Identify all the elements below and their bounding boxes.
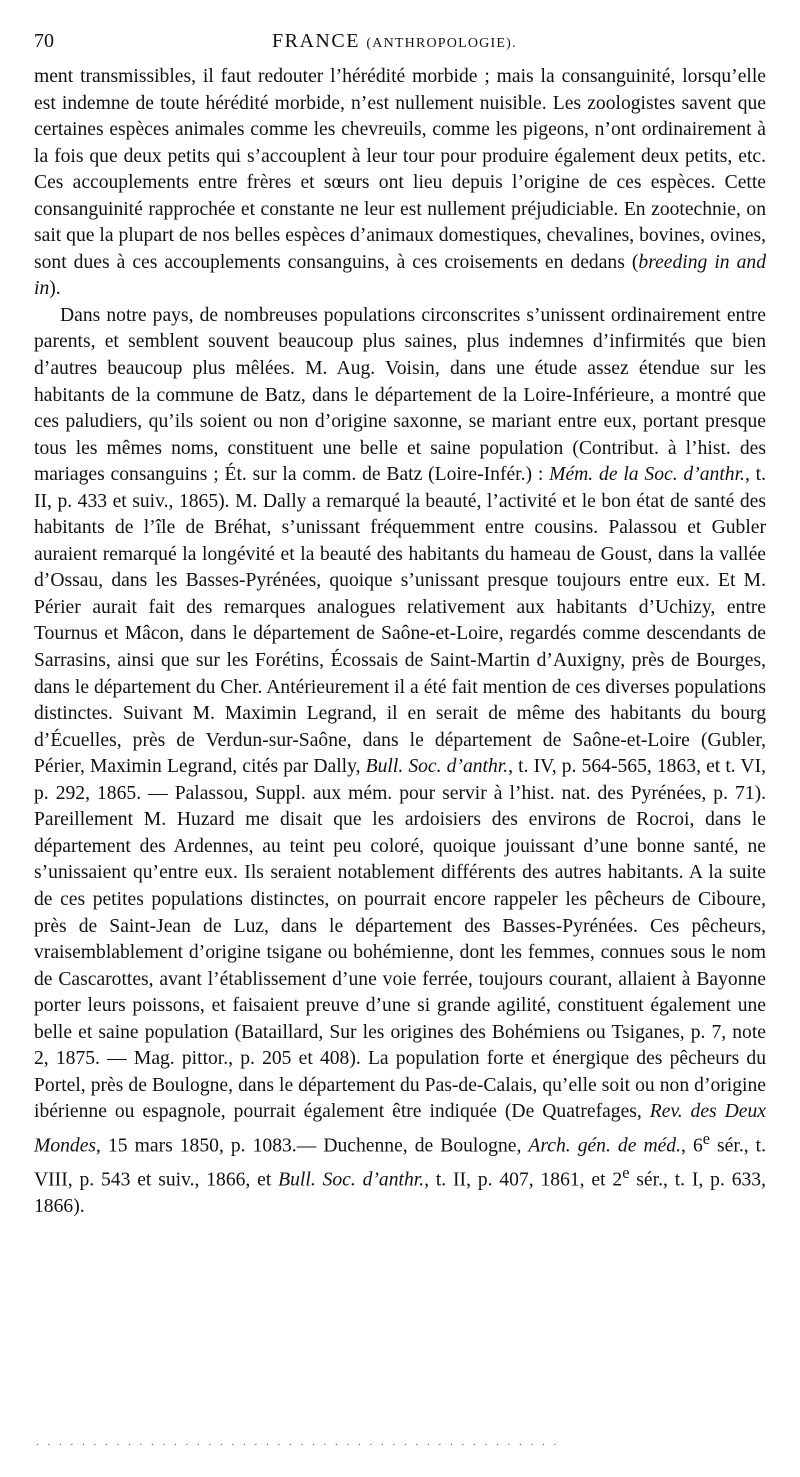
running-title bbox=[272, 30, 517, 53]
paragraph-2-italic-1: Mém. de la Soc. d’anthr. bbox=[549, 464, 745, 486]
paragraph-2-italic-5: Bull. Soc. d’anthr. bbox=[278, 1169, 425, 1191]
paragraph-2-superscript-2: e bbox=[622, 1162, 630, 1182]
running-title-main: FRANCE bbox=[272, 30, 360, 52]
paragraph-2-text-4: , 15 mars 1850, p. 1083.— Duchenne, de Boulogne, bbox=[96, 1135, 529, 1157]
running-title-sub: (ANTHROPOLOGIE). bbox=[366, 36, 517, 51]
paragraph-2-text-1: Dans notre pays, de nombreuses populations circonscrites s’unissent ordinairement entre parents, et semblent souvent beaucoup plus saines, plus indemnes d’infirmités que bien d’autres beaucoup plus mêlées. M. Aug. Voisin, dans une étude assez étendue sur les habitants de la commune de Batz, dans le département de la Loire-Inférieure, a montré que ces paludiers, qu’ils soient ou non d’origine saxonne, se mariant entre eux, portant presque tous les mêmes noms, constituent une belle et saine population (Contribut. à l’hist. des mariages consanguins ; Ét. sur la comm. de Batz (Loire-Infér.) : bbox=[34, 304, 766, 486]
bottom-scan-dots: . . . . . . . . . . . . . . . . . . . . . . . . . . . . . . . . . . . . . . . . . . . . . . bbox=[36, 1436, 560, 1448]
paragraph-1-italic-1: breeding in and in bbox=[34, 251, 766, 300]
paragraph-2-superscript-1: e bbox=[702, 1128, 711, 1148]
paragraph-1-text-1: ment transmissibles, il faut redouter l’hérédité morbide ; mais la consanguinité, lorsqu’elle est indemne de toute hérédité morbide, n’est nullement nuisible. Les zoologistes savent que certaines espèces animales comme les chevreuils, comme les pigeons, n’ont ordinairement à la fois que deux petits qui s’accouplent à leur tour pour produire également deux petits, etc. Ces accouplements entre frères et sœurs ont lieu depuis l’origine de ces espèces. Cette consanguinité rapprochée et constante ne leur est nullement préjudiciable. En zootechnie, on sait que la plupart de nos belles espèces d’animaux domestiques, chevalines, bovines, ovines, sont dues à ces accouplements consanguins, à ces croisements en dedans ( bbox=[34, 66, 766, 273]
paragraph-2-text-8: sér., t. I, p. 633, 1866). bbox=[34, 1169, 766, 1218]
paragraph-2-text-7: , t. II, p. 407, 1861, et 2 bbox=[424, 1169, 623, 1191]
paragraph-2-italic-3: Rev. des Deux Mondes bbox=[34, 1101, 766, 1157]
paragraph-2-italic-2: Bull. Soc. d’anthr. bbox=[365, 756, 509, 778]
page-number: 70 bbox=[34, 30, 54, 52]
paragraph-2-italic-4: Arch. gén. de méd. bbox=[528, 1135, 682, 1157]
body-text bbox=[34, 64, 766, 1221]
book-page bbox=[34, 24, 766, 1221]
paragraph-1-text-2: ). bbox=[49, 278, 61, 300]
paragraph-2-text-3: , t. IV, p. 564-565, 1863, et t. VI, p. 292, 1865. — Palassou, Suppl. aux mém. pour servir à l’hist. nat. des Pyrénées, p. 71). Pareillement M. Huzard me disait que les ardoisiers des environs de Rocroi, dans le département des Ardennes, au teint peu coloré, quoique jouissant d’une bonne santé, ne s’unissaient qu’entre eux. Ils seraient notablement différents des autres habitants. A la suite de ces petites populations distinctes, on pourrait encore rappeler les pêcheurs de Ciboure, près de Saint-Jean de Luz, dans le département des Basses-Pyrénées. Ces pêcheurs, vraisemblablement d’origine tsigane ou bohémienne, dont les femmes, connues sous le nom de Cascarottes, avant l’établissement d’une voie ferrée, toujours courant, allaient à Bayonne porter leurs poissons, et faisaient preuve d’une si grande agilité, constituent également une belle et saine population (Bataillard, Sur les origines des Bohémiens ou Tsiganes, p. 7, note 2, 1875. — Mag. pittor., p. 205 et 408). La population forte et énergique des pêcheurs du Portel, près de Boulogne, dans le département du Pas-de-Calais, qu’elle soit ou non d’origine ibérienne ou espagnole, pourrait également être indiquée (De Quatrefages, bbox=[34, 756, 766, 1123]
page-header bbox=[34, 24, 766, 58]
paragraph-2 bbox=[34, 303, 766, 1221]
paragraph-2-text-5: , 6 bbox=[681, 1135, 703, 1157]
paragraph-1 bbox=[34, 64, 766, 303]
paragraph-2-text-2: , t. II, p. 433 et suiv., 1865). M. Dally a remarqué la beauté, l’activité et le bon état de santé des habitants de l’île de Bréhat, s’unissant fréquemment entre cousins. Palassou et Gubler auraient remarqué la longévité et la beauté des habitants du hameau de Goust, dans la vallée d’Ossau, dans les Basses-Pyrénées, quoique s’unissant presque toujours entre eux. Et M. Périer aurait fait des remarques analogues relativement aux habitants d’Uchizy, entre Tournus et Mâcon, dans le département de Saône-et-Loire, regardés comme descendants de Sarrasins, ainsi que sur les Forétins, Écossais de Saint-Martin d’Auxigny, près de Bourges, dans le département du Cher. Antérieurement il a été fait mention de ces diverses populations distinctes. Suivant M. Maximin Legrand, il en serait de même des habitants du bourg d’Écuelles, près de Verdun-sur-Saône, dans le département de Saône-et-Loire (Gubler, Périer, Maximin Legrand, cités par Dally, bbox=[34, 464, 767, 778]
paragraph-2-text-6: sér., t. VIII, p. 543 et suiv., 1866, et bbox=[34, 1135, 767, 1191]
